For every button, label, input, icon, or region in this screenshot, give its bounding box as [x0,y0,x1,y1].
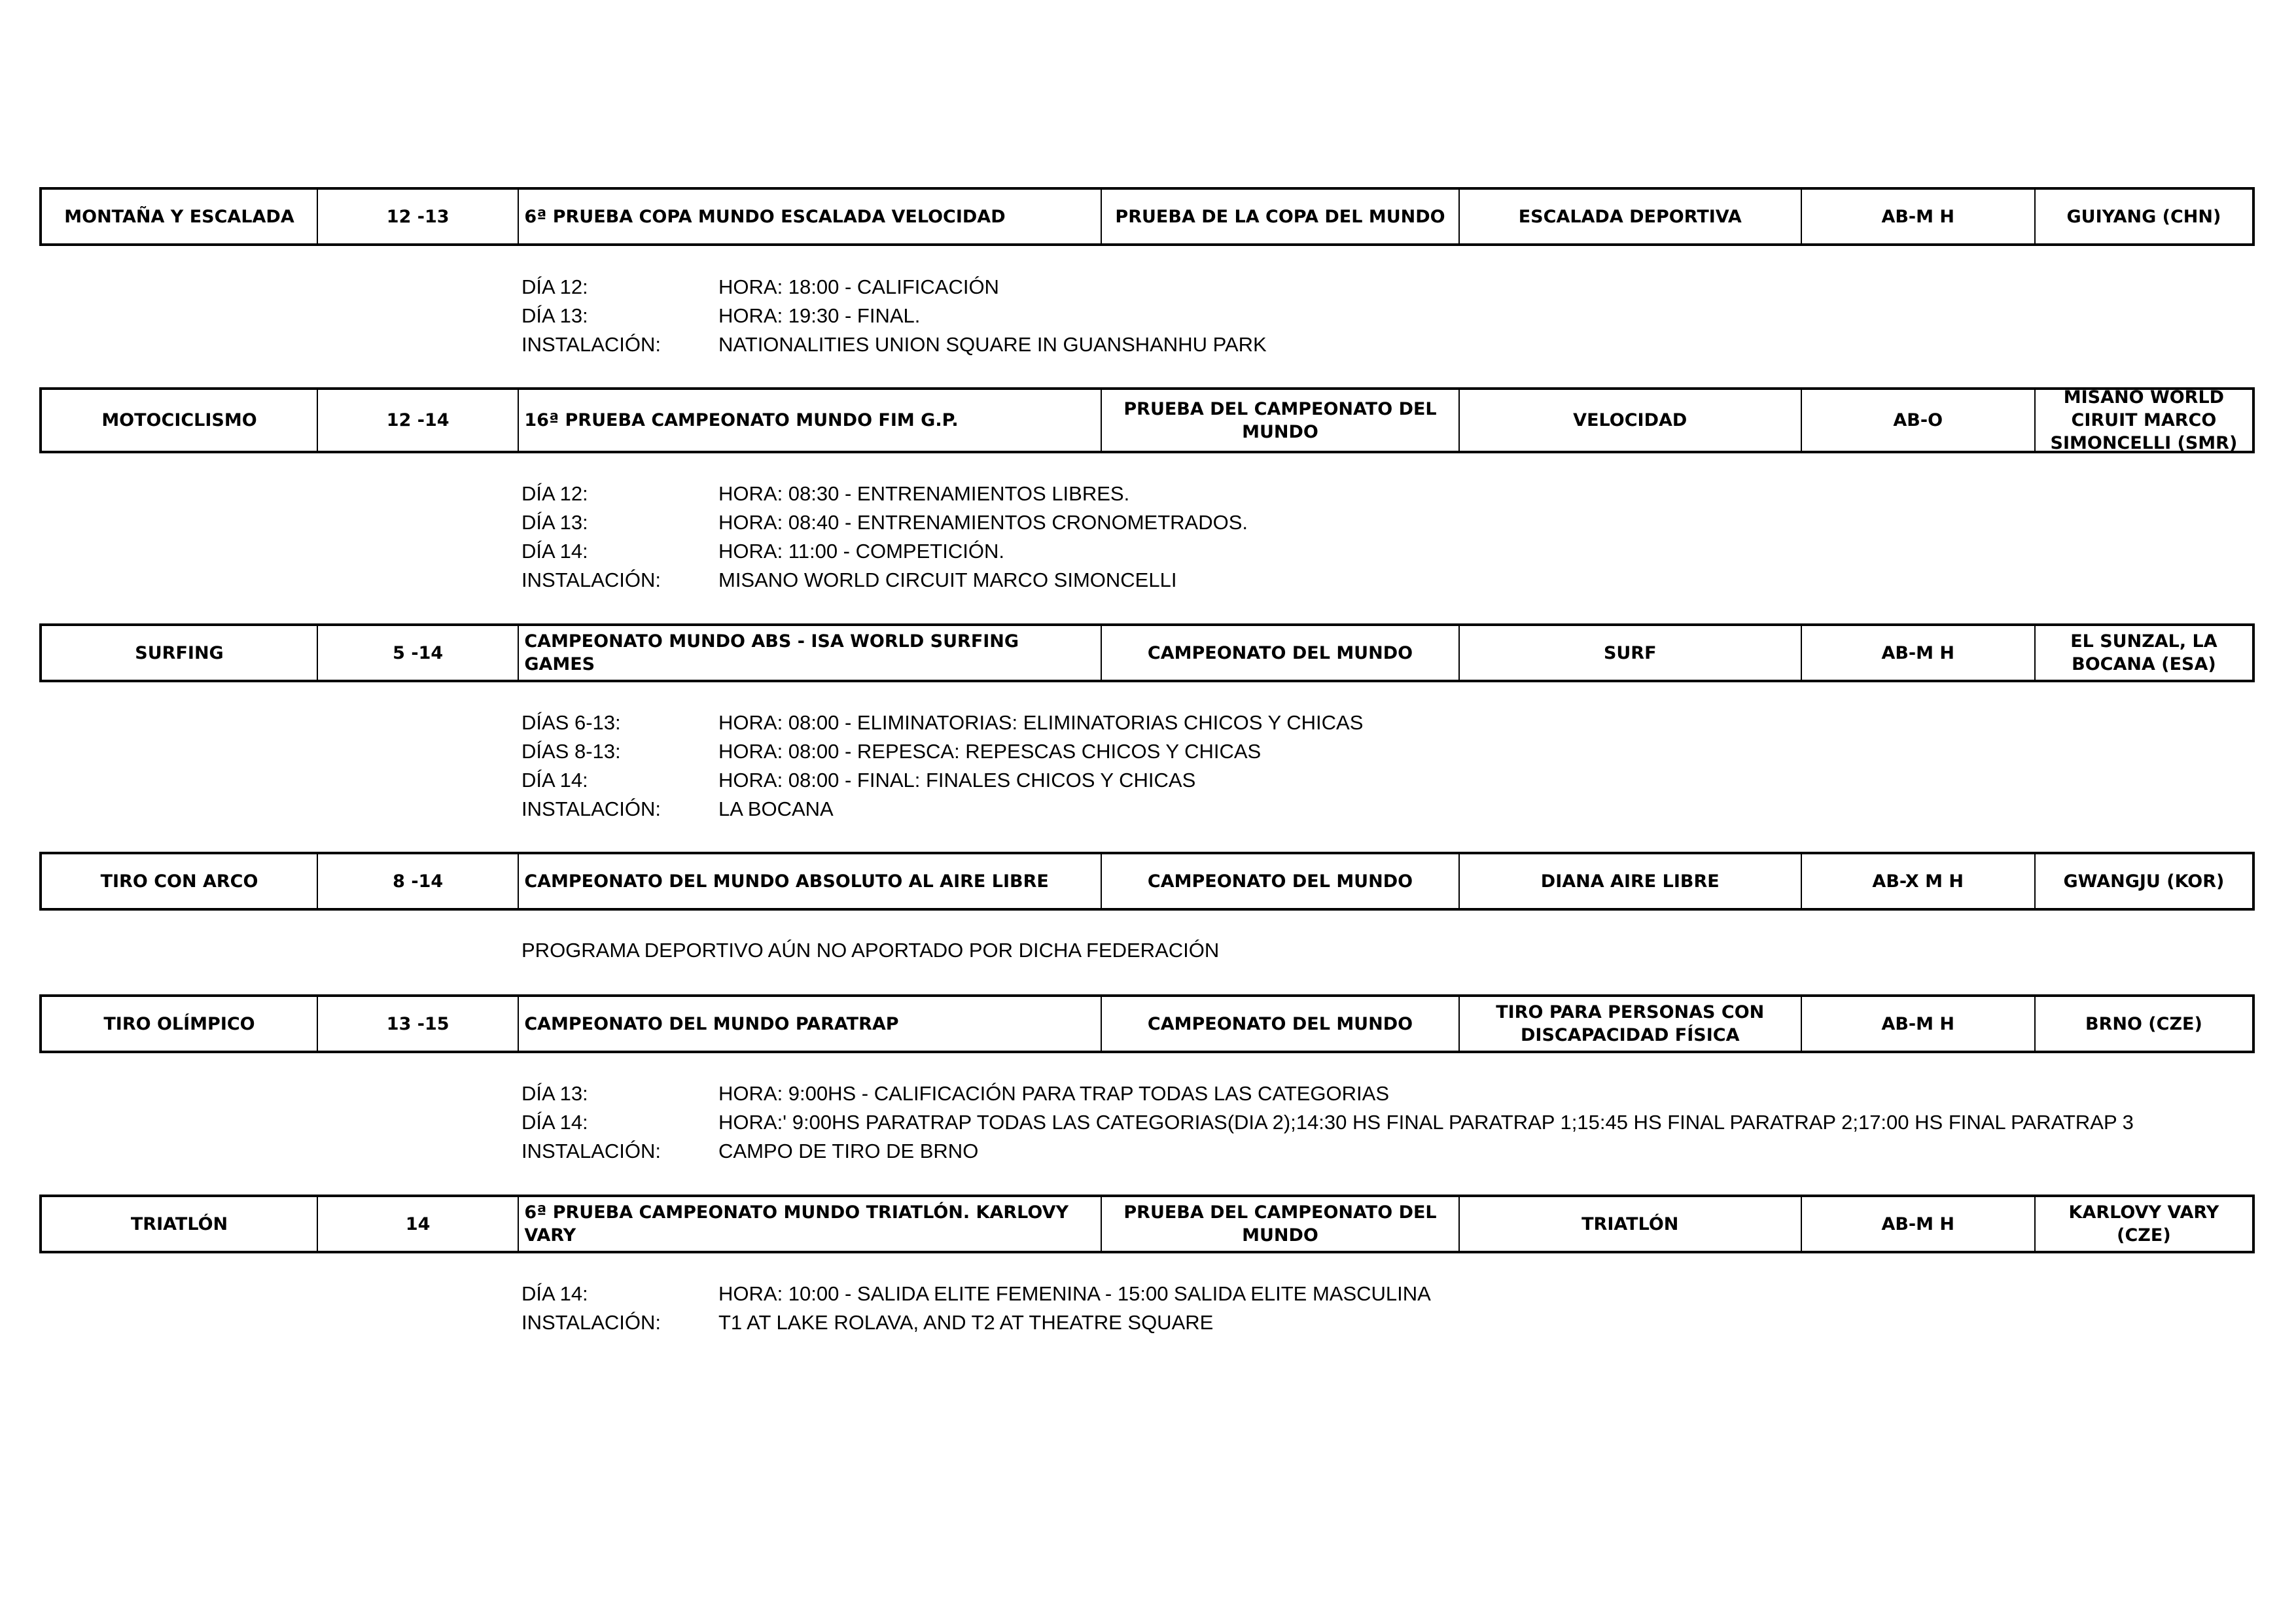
dates-cell: 13 -15 [318,997,519,1051]
category-cell: AB-X M H [1802,854,2036,908]
detail-value: HORA: 11:00 - COMPETICIÓN. [718,540,1004,563]
detail-value: HORA: 9:00HS - CALIFICACIÓN PARA TRAP TODAS LAS CATEGORIAS [718,1082,1390,1105]
detail-label: DÍA 12: [521,275,588,298]
detail-line [521,273,1267,302]
discipline-cell: VELOCIDAD [1460,390,1802,451]
event-type-cell: PRUEBA DEL CAMPEONATO DEL MUNDO [1102,390,1460,451]
detail-value: HORA: 08:40 - ENTRENAMIENTOS CRONOMETRADOS. [718,511,1248,534]
event-details [521,1079,2134,1166]
event-details [521,273,1267,359]
detail-label: INSTALACIÓN: [521,797,662,820]
event-details [521,1280,1431,1337]
event-type-cell: CAMPEONATO DEL MUNDO [1102,997,1460,1051]
detail-label: DÍA 14: [521,1111,588,1134]
detail-value: NATIONALITIES UNION SQUARE IN GUANSHANHU PARK [718,333,1267,356]
venue-cell: EL SUNZAL, LA BOCANA (ESA) [2070,631,2217,674]
detail-label: DÍA 13: [521,511,588,534]
detail-value: HORA:' 9:00HS PARATRAP TODAS LAS CATEGORIAS(DIA 2);14:30 HS FINAL PARATRAP 1;15:45 HS FINAL PARATRAP 2;17:00 HS FINAL PARATRAP 3 [718,1111,2134,1134]
event-name-cell: 6ª PRUEBA CAMPEONATO MUNDO TRIATLÓN. KARLOVY VARY [519,1197,1102,1251]
detail-label: DÍA 14: [521,769,588,792]
detail-label: DÍA 13: [521,304,588,327]
category-cell: AB-M H [1802,626,2036,680]
event-row [39,1195,2255,1253]
detail-line [521,566,1248,595]
category-cell: AB-M H [1802,190,2036,243]
dates-cell: 12 -13 [318,190,519,243]
event-row [39,387,2255,453]
event-name-cell: CAMPEONATO MUNDO ABS - ISA WORLD SURFING GAMES [519,626,1102,680]
event-row [39,623,2255,682]
detail-value: HORA: 08:00 - FINAL: FINALES CHICOS Y CHICAS [718,769,1196,792]
detail-line [521,1137,2134,1166]
detail-value: HORA: 08:00 - ELIMINATORIAS: ELIMINATORIAS CHICOS Y CHICAS [718,711,1364,734]
venue-cell: MISANO WORLD CIRUIT MARCO SIMONCELLI (SMR) [2050,390,2238,451]
detail-line [521,708,1363,737]
discipline-cell: DIANA AIRE LIBRE [1460,854,1802,908]
venue-cell: GWANGJU (KOR) [2063,871,2225,892]
detail-value: MISANO WORLD CIRCUIT MARCO SIMONCELLI [718,568,1177,591]
program-note: PROGRAMA DEPORTIVO AÚN NO APORTADO POR DICHA FEDERACIÓN [521,939,1220,962]
event-row [39,994,2255,1053]
event-name-cell: 6ª PRUEBA COPA MUNDO ESCALADA VELOCIDAD [519,190,1102,243]
detail-label: INSTALACIÓN: [521,333,662,356]
detail-line [521,1108,2134,1137]
event-type-cell: PRUEBA DE LA COPA DEL MUNDO [1102,190,1460,243]
discipline-cell: ESCALADA DEPORTIVA [1460,190,1802,243]
venue-cell: BRNO (CZE) [2085,1013,2202,1034]
dates-cell: 5 -14 [318,626,519,680]
detail-line [521,508,1248,537]
sport-cell: TIRO CON ARCO [42,854,318,908]
detail-line [521,302,1267,330]
event-name-cell: CAMPEONATO DEL MUNDO ABSOLUTO AL AIRE LIBRE [519,854,1102,908]
category-cell: AB-M H [1802,1197,2036,1251]
detail-line [521,480,1248,508]
sport-cell: SURFING [42,626,318,680]
detail-label: INSTALACIÓN: [521,1140,662,1162]
sport-cell: TRIATLÓN [42,1197,318,1251]
detail-line [521,737,1363,766]
detail-value: LA BOCANA [718,797,834,820]
event-name-cell: CAMPEONATO DEL MUNDO PARATRAP [519,997,1102,1051]
dates-cell: 8 -14 [318,854,519,908]
detail-line [521,1079,2134,1108]
event-name-cell: 16ª PRUEBA CAMPEONATO MUNDO FIM G.P. [519,390,1102,451]
detail-value: HORA: 10:00 - SALIDA ELITE FEMENINA - 15:00 SALIDA ELITE MASCULINA [718,1282,1431,1305]
detail-value: HORA: 08:30 - ENTRENAMIENTOS LIBRES. [718,482,1130,505]
venue-cell: GUIYANG (CHN) [2066,206,2221,227]
event-type-cell: CAMPEONATO DEL MUNDO [1102,626,1460,680]
category-cell: AB-M H [1802,997,2036,1051]
detail-label: DÍA 13: [521,1082,588,1105]
sport-cell: MONTAÑA Y ESCALADA [42,190,318,243]
sport-cell: TIRO OLÍMPICO [42,997,318,1051]
discipline-cell: SURF [1460,626,1802,680]
detail-value: HORA: 08:00 - REPESCA: REPESCAS CHICOS Y CHICAS [718,740,1262,763]
event-details [521,708,1363,824]
event-type-cell: CAMPEONATO DEL MUNDO [1102,854,1460,908]
detail-line [521,1308,1431,1337]
event-type-cell: PRUEBA DEL CAMPEONATO DEL MUNDO [1102,1197,1460,1251]
detail-line [521,537,1248,566]
discipline-cell: TRIATLÓN [1460,1197,1802,1251]
detail-label: DÍA 14: [521,540,588,563]
dates-cell: 14 [318,1197,519,1251]
venue-cell: KARLOVY VARY (CZE) [2068,1202,2219,1246]
detail-value: T1 AT LAKE ROLAVA, AND T2 AT THEATRE SQUARE [718,1311,1214,1334]
dates-cell: 12 -14 [318,390,519,451]
detail-label: DÍA 12: [521,482,588,505]
detail-line [521,330,1267,359]
detail-line [521,766,1363,795]
detail-label: INSTALACIÓN: [521,1311,662,1334]
category-cell: AB-O [1802,390,2036,451]
detail-value: HORA: 19:30 - FINAL. [718,304,921,327]
detail-label: DÍAS 6-13: [521,711,621,734]
detail-label: DÍA 14: [521,1282,588,1305]
detail-line [521,1280,1431,1308]
discipline-cell: TIRO PARA PERSONAS CON DISCAPACIDAD FÍSICA [1460,997,1802,1051]
detail-value: CAMPO DE TIRO DE BRNO [718,1140,979,1162]
event-row [39,852,2255,911]
event-row [39,187,2255,246]
detail-line [521,795,1363,824]
detail-label: DÍAS 8-13: [521,740,621,763]
sport-cell: MOTOCICLISMO [42,390,318,451]
event-details [521,480,1248,595]
detail-label: INSTALACIÓN: [521,568,662,591]
detail-value: HORA: 18:00 - CALIFICACIÓN [718,275,999,298]
